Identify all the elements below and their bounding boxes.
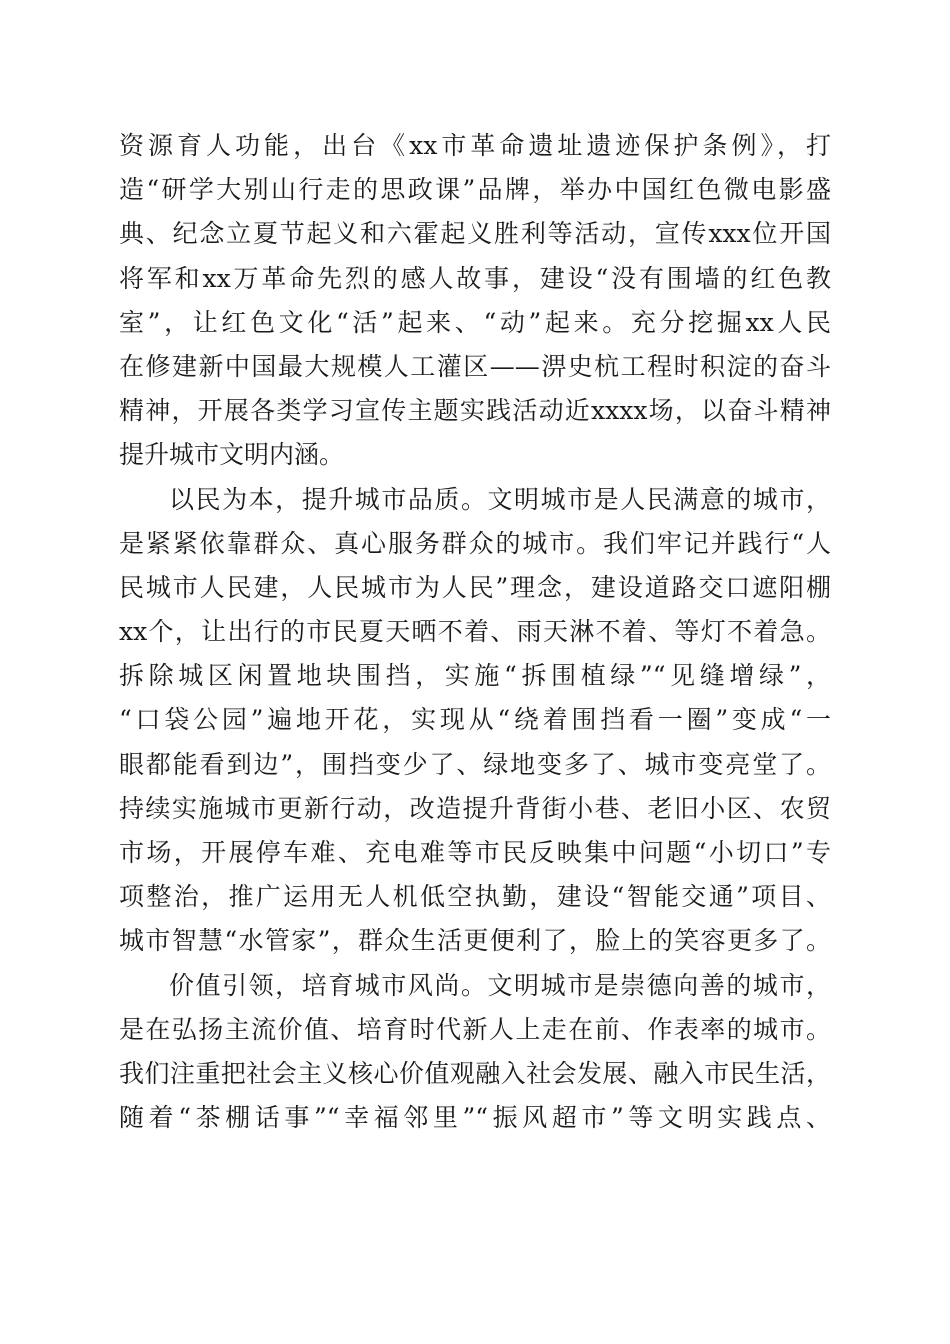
text-line: 我们注重把社会主义核心价值观融入社会发展、融入市民生活， (119, 1058, 831, 1088)
text-line: 室”，让红色文化“活”起来、“动”起来。充分挖掘xx人民 (119, 307, 831, 337)
text-line: 持续实施城市更新行动，改造提升背街小巷、老旧小区、农贸 (119, 793, 831, 823)
paragraph-1 (119, 124, 831, 478)
text-line: 城市智慧“水管家”，群众生活更便利了，脸上的笑容更多了。 (119, 926, 831, 956)
text-line: 将军和xx万革命先烈的感人故事，建设“没有围墙的红色教 (119, 263, 831, 293)
text-line: 提升城市文明内涵。 (119, 440, 345, 470)
text-line: 资源育人功能，出台《xx市革命遗址遗迹保护条例》，打 (119, 131, 831, 160)
text-line: 是紧紧依靠群众、真心服务群众的城市。我们牢记并践行“人 (119, 528, 831, 558)
paragraph-2 (119, 478, 831, 964)
text-line: 造“研学大别山行走的思政课”品牌，举办中国红色微电影盛 (119, 175, 831, 205)
text-line: 拆除城区闲置地块围挡，实施“拆围植绿”“见缝增绿”， (119, 661, 831, 691)
text-line: 在修建新中国最大规模人工灌区——淠史杭工程时积淀的奋斗 (119, 351, 831, 381)
paragraph-3 (119, 964, 831, 1141)
text-line: 是在弘扬主流价值、培育时代新人上走在前、作表率的城市。 (119, 1014, 831, 1044)
body-text (119, 124, 831, 1140)
text-line: “口袋公园”遍地开花，实现从“绕着围挡看一圈”变成“一 (119, 705, 831, 735)
text-line: 民城市人民建，人民城市为人民”理念，建设道路交口遮阳棚 (119, 572, 831, 602)
text-line: 典、纪念立夏节起义和六霍起义胜利等活动，宣传xxx位开国 (119, 219, 831, 249)
text-line: 精神，开展各类学习宣传主题实践活动近xxxx场，以奋斗精神 (119, 396, 831, 426)
text-line: xx个，让出行的市民夏天晒不着、雨天淋不着、等灯不着急。 (119, 617, 831, 647)
text-line: 以民为本，提升城市品质。文明城市是人民满意的城市， (169, 484, 831, 514)
text-line: 市场，开展停车难、充电难等市民反映集中问题“小切口”专 (119, 838, 831, 867)
text-line: 项整治，推广运用无人机低空执勤，建设“智能交通”项目、 (119, 882, 831, 912)
text-line: 眼都能看到边”，围挡变少了、绿地变多了、城市变亮堂了。 (119, 749, 831, 779)
text-line: 价值引领，培育城市风尚。文明城市是崇德向善的城市， (169, 970, 831, 1000)
text-line: 随着“茶棚话事”“幸福邻里”“振风超市”等文明实践点、 (119, 1103, 831, 1133)
